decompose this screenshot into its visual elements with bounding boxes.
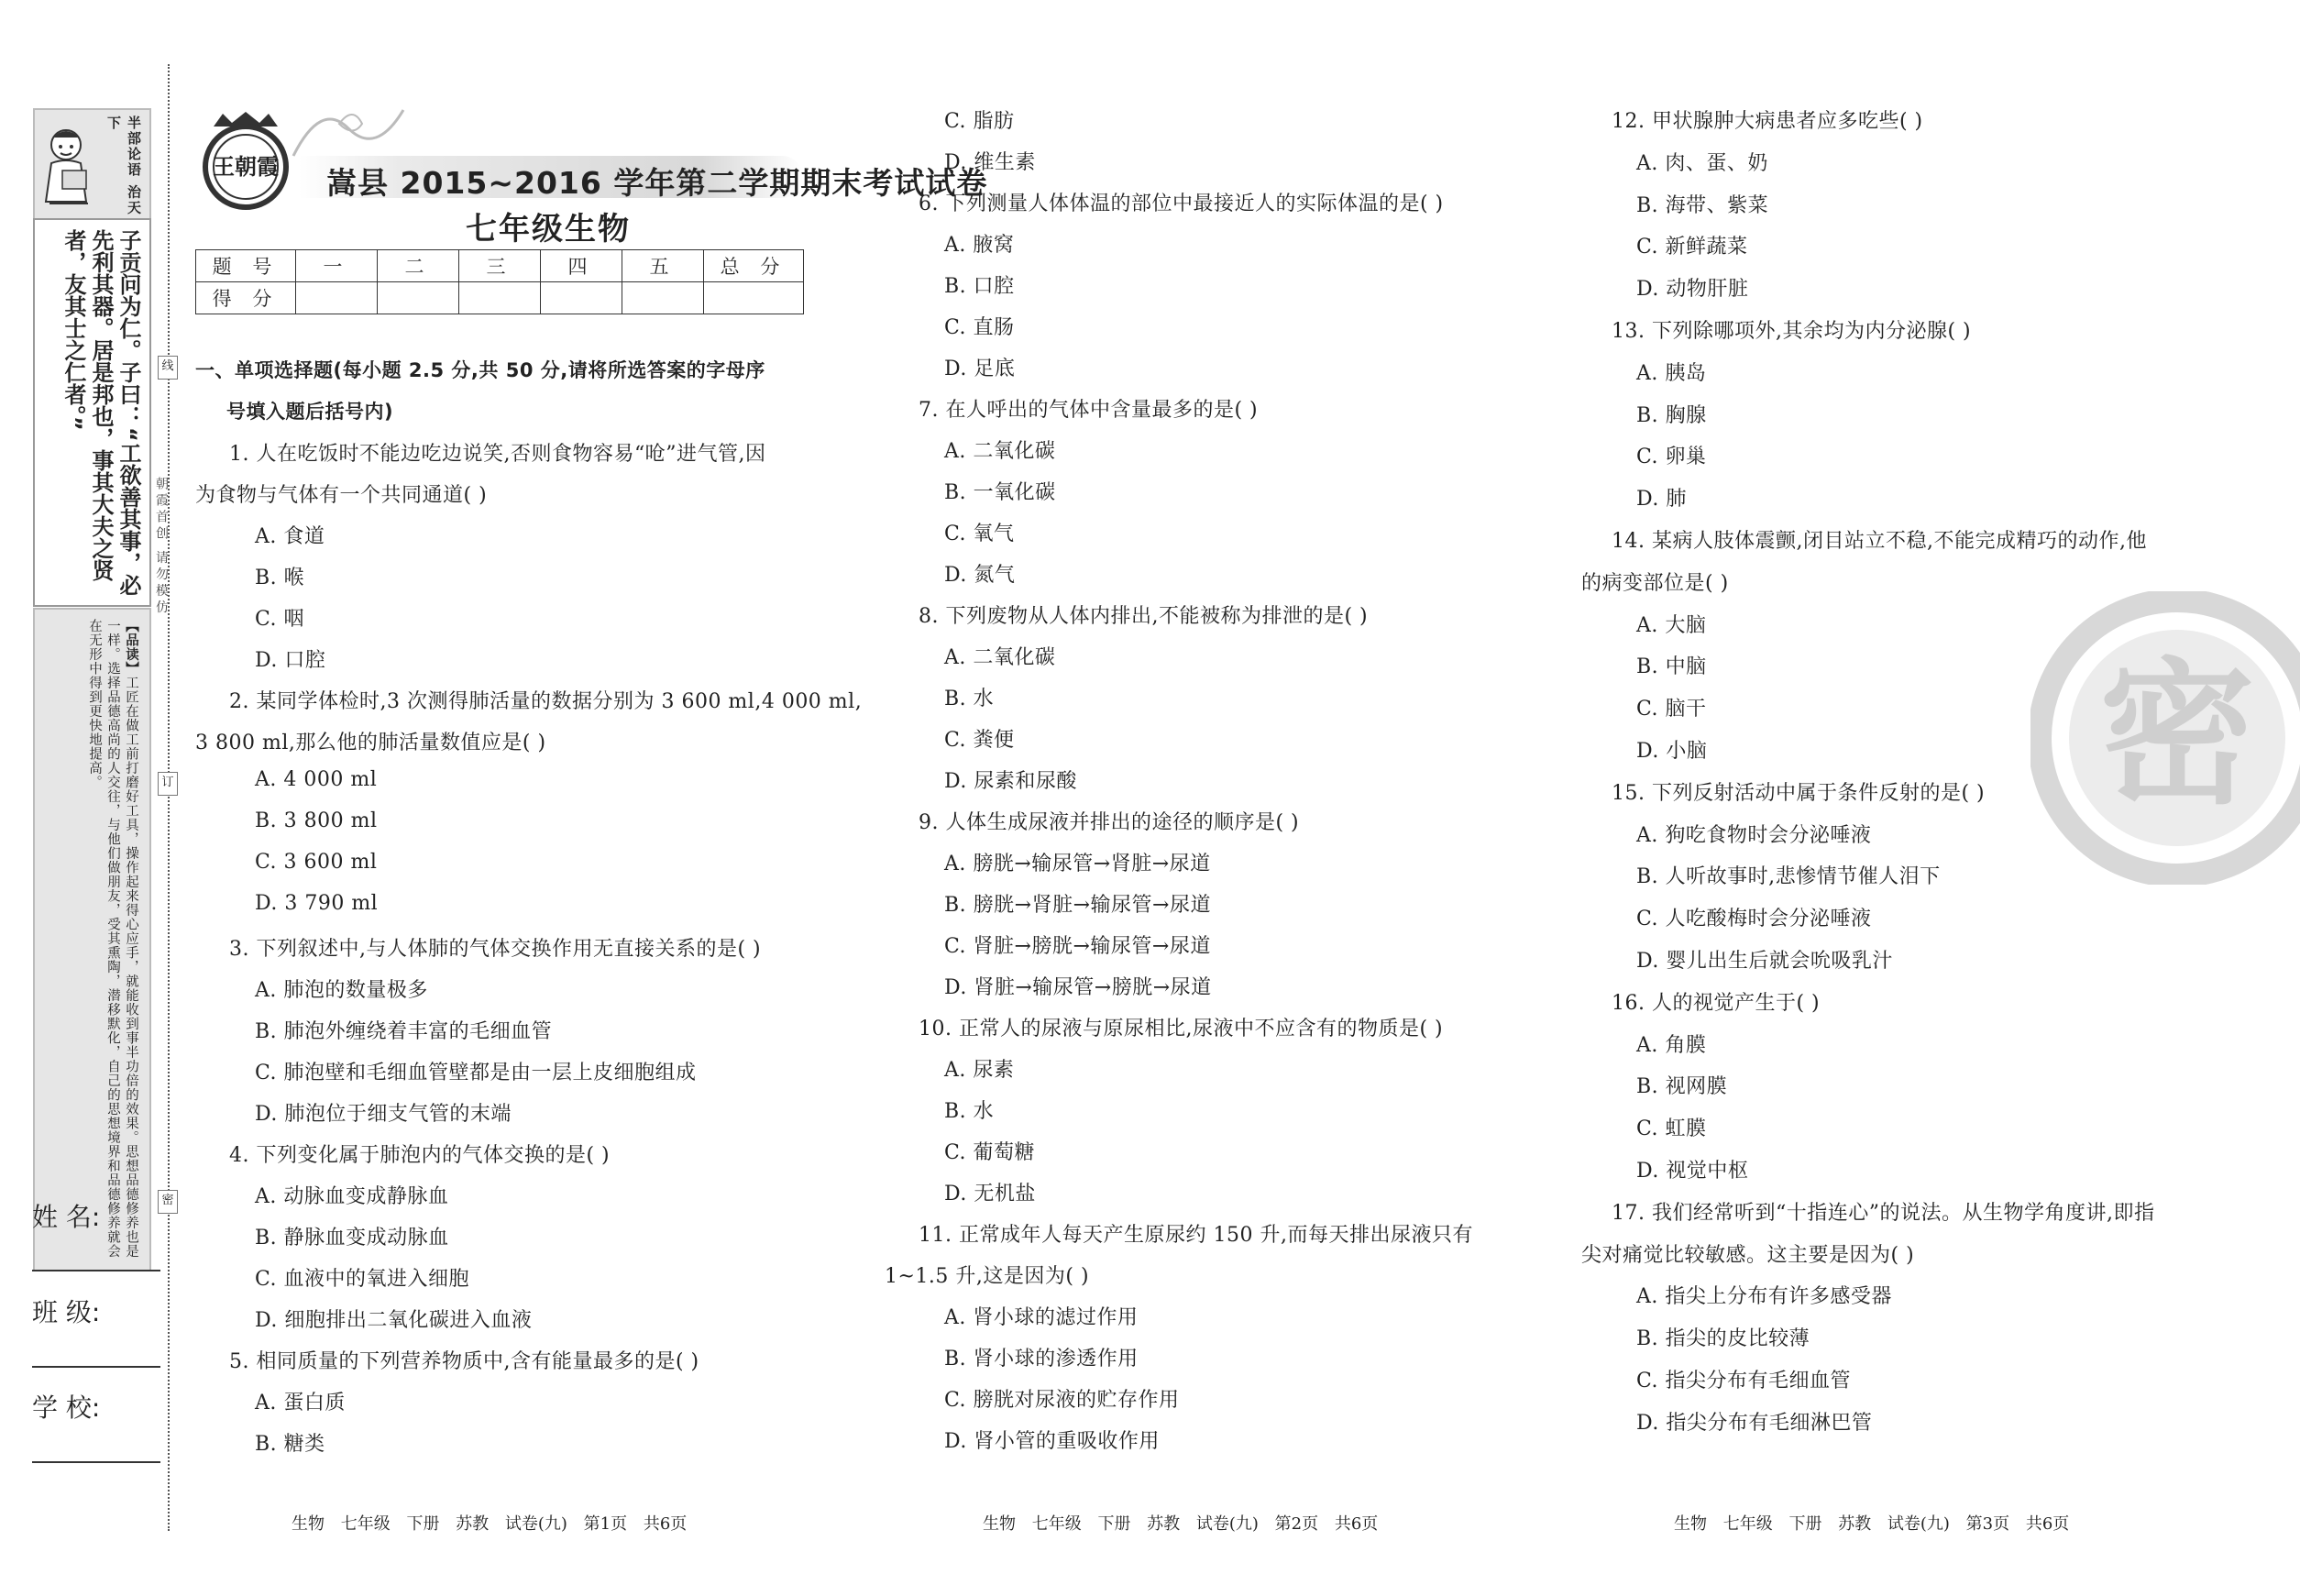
- school-label: 学 校:: [32, 1392, 101, 1423]
- comment-text: [85, 619, 140, 1260]
- table-header-cell: 四: [541, 250, 622, 282]
- answer-option: A. 二氧化碳: [944, 646, 1056, 669]
- reading-child-icon: [42, 123, 95, 211]
- page-footer-2: 生物 七年级 下册 苏教 试卷(九) 第2页 共6页: [983, 1514, 1379, 1534]
- question-text: 1. 人在吃饭时不能边吃边说笑,否则食物容易“呛”进气管,因: [229, 443, 766, 466]
- answer-option: C. 指尖分布有毛细血管: [1636, 1370, 1852, 1392]
- question-text: 10. 正常人的尿液与原尿相比,尿液中不应含有的物质是( ): [919, 1018, 1444, 1040]
- answer-option: D. 小脑: [1636, 740, 1708, 763]
- score-cell[interactable]: [541, 282, 622, 314]
- answer-option: D. 3 790 ml: [255, 892, 379, 915]
- score-cell[interactable]: [459, 282, 541, 314]
- answer-option: A. 食道: [255, 525, 325, 548]
- answer-option: C. 虹膜: [1636, 1117, 1707, 1141]
- comment-body: 工匠在做工前打磨好工具，操作起来得心应手，就能收到事半功倍的效果。思想品德修养也是一样。选择品德高尚的人交往，与他们做朋友，受其熏陶，潜移默化，自己的思想境界和品德修养就会在无形中得到更快地提高。: [87, 619, 138, 1259]
- answer-option: D. 口腔: [255, 649, 326, 672]
- question-text: 15. 下列反射活动中属于条件反射的是( ): [1612, 781, 1986, 805]
- table-header-cell: 总 分: [704, 250, 804, 282]
- cut-mark-seal: 密: [158, 1190, 178, 1214]
- answer-option: C. 血液中的氧进入细胞: [255, 1268, 470, 1291]
- answer-option: B. 膀胱→肾脏→输尿管→尿道: [944, 894, 1211, 917]
- answer-option: A. 4 000 ml: [255, 768, 378, 791]
- question-text: 8. 下列废物从人体内排出,不能被称为排泄的是( ): [919, 605, 1369, 628]
- question-text: 13. 下列除哪项外,其余均为内分泌腺( ): [1612, 320, 1972, 343]
- answer-option: A. 膀胱→输尿管→肾脏→尿道: [944, 853, 1211, 875]
- publisher-logo-icon: [195, 110, 296, 211]
- name-field[interactable]: [32, 1270, 160, 1271]
- answer-option: D. 氮气: [944, 564, 1016, 587]
- answer-option: D. 指尖分布有毛细淋巴管: [1636, 1411, 1873, 1435]
- question-text: 3. 下列叙述中,与人体肺的气体交换作用无直接关系的是( ): [229, 938, 762, 961]
- table-header-cell: 题 号: [196, 250, 296, 282]
- score-cell[interactable]: [296, 282, 378, 314]
- answer-option: C. 直肠: [944, 316, 1015, 339]
- page-footer-3: 生物 七年级 下册 苏教 试卷(九) 第3页 共6页: [1674, 1514, 2070, 1534]
- answer-option: A. 蛋白质: [255, 1392, 346, 1414]
- answer-option: D. 婴儿出生后就会吮吸乳汁: [1636, 950, 1893, 973]
- cut-mark-bind: 订: [158, 772, 178, 796]
- answer-option: D. 动物肝脏: [1636, 278, 1749, 302]
- answer-option: B. 海带、紫菜: [1636, 193, 1769, 217]
- answer-option: C. 脂肪: [944, 110, 1015, 133]
- question-text: 6. 下列测量人体体温的部位中最接近人的实际体温的是( ): [919, 193, 1444, 215]
- answer-option: B. 胸腺: [1636, 403, 1707, 427]
- comment-box: [33, 608, 151, 1271]
- answer-option: A. 肉、蛋、奶: [1636, 151, 1768, 175]
- answer-option: D. 视觉中枢: [1636, 1160, 1749, 1183]
- score-cell[interactable]: [704, 282, 804, 314]
- answer-option: C. 卵巢: [1636, 446, 1707, 469]
- table-header-cell: 三: [459, 250, 541, 282]
- class-field[interactable]: [32, 1366, 160, 1368]
- name-label: 姓 名:: [32, 1202, 101, 1232]
- answer-option: A. 肺泡的数量极多: [255, 979, 428, 1002]
- answer-option: D. 足底: [944, 358, 1016, 380]
- class-label: 班 级:: [32, 1297, 101, 1327]
- score-cell[interactable]: [378, 282, 459, 314]
- answer-option: D. 肾小管的重吸收作用: [944, 1430, 1160, 1453]
- answer-option: A. 腋窝: [944, 234, 1015, 257]
- answer-option: D. 肺泡位于细支气管的末端: [255, 1103, 512, 1126]
- exam-subtitle: 七年级生物: [466, 211, 631, 248]
- answer-option: B. 指尖的皮比较薄: [1636, 1327, 1810, 1351]
- answer-option: A. 肾小球的滤过作用: [944, 1306, 1139, 1329]
- answer-option: B. 水: [944, 1100, 995, 1123]
- question-text-continued: 3 800 ml,那么他的肺活量数值应是( ): [195, 732, 546, 754]
- quote-box: [33, 218, 151, 607]
- exam-title: 嵩县 2015~2016 学年第二学期期末考试试卷: [326, 165, 988, 201]
- answer-option: C. 肺泡壁和毛细血管壁都是由一层上皮细胞组成: [255, 1062, 697, 1084]
- svg-text:密: 密: [2098, 644, 2256, 826]
- proverb-title: 半部论语 治天下: [105, 116, 142, 216]
- answer-option: C. 肾脏→膀胱→输尿管→尿道: [944, 935, 1211, 958]
- answer-option: B. 口腔: [944, 275, 1015, 298]
- answer-option: C. 粪便: [944, 729, 1015, 752]
- answer-option: D. 维生素: [944, 151, 1036, 174]
- answer-option: B. 喉: [255, 567, 305, 589]
- answer-option: A. 狗吃食物时会分泌唾液: [1636, 823, 1872, 847]
- answer-option: B. 中脑: [1636, 655, 1707, 679]
- answer-option: A. 尿素: [944, 1059, 1015, 1082]
- answer-option: A. 动脉血变成静脉血: [255, 1185, 449, 1208]
- answer-option: D. 肺: [1636, 488, 1687, 512]
- answer-option: B. 肺泡外缠绕着丰富的毛细血管: [255, 1020, 553, 1043]
- cut-line: [168, 64, 170, 1531]
- answer-option: B. 糖类: [255, 1433, 325, 1456]
- question-text-continued: 的病变部位是( ): [1581, 571, 1729, 595]
- answer-option: C. 脑干: [1636, 698, 1707, 721]
- score-row-label: 得 分: [196, 282, 296, 314]
- school-field[interactable]: [32, 1461, 160, 1463]
- question-text: 17. 我们经常听到“十指连心”的说法。从生物学角度讲,即指: [1612, 1201, 2155, 1225]
- proverb-box: [33, 108, 151, 222]
- answer-option: B. 3 800 ml: [255, 809, 378, 832]
- score-table-header-row: [196, 250, 804, 282]
- answer-option: C. 3 600 ml: [255, 851, 378, 874]
- answer-option: B. 人听故事时,悲惨情节催人泪下: [1636, 865, 1941, 889]
- answer-option: D. 肾脏→输尿管→膀胱→尿道: [944, 976, 1212, 999]
- question-text: 16. 人的视觉产生于( ): [1612, 991, 1821, 1015]
- answer-option: A. 二氧化碳: [944, 440, 1056, 463]
- answer-option: A. 大脑: [1636, 613, 1707, 637]
- secret-stamp-icon: [2030, 591, 2300, 885]
- section-heading: 一、单项选择题(每小题 2.5 分,共 50 分,请将所选答案的字母序: [195, 359, 765, 381]
- answer-option: D. 细胞排出二氧化碳进入血液: [255, 1309, 533, 1332]
- score-table-score-row: [196, 282, 804, 314]
- answer-option: D. 无机盐: [944, 1183, 1036, 1205]
- question-text: 14. 某病人肢体震颤,闭目站立不稳,不能完成精巧的动作,他: [1612, 530, 2147, 553]
- answer-option: C. 氧气: [944, 523, 1015, 545]
- table-header-cell: 二: [378, 250, 459, 282]
- answer-option: C. 咽: [255, 608, 305, 631]
- answer-option: B. 视网膜: [1636, 1075, 1728, 1099]
- question-text-continued: 1~1.5 升,这是因为( ): [885, 1265, 1090, 1288]
- answer-option: A. 角膜: [1636, 1033, 1707, 1057]
- table-header-cell: 一: [296, 250, 378, 282]
- question-text-continued: 为食物与气体有一个共同通道( ): [195, 484, 488, 507]
- table-header-cell: 五: [622, 250, 704, 282]
- score-cell[interactable]: [622, 282, 704, 314]
- svg-text:王朝霞: 王朝霞: [213, 153, 279, 180]
- question-text: 2. 某同学体检时,3 次测得肺活量的数据分别为 3 600 ml,4 000 ml,: [229, 690, 863, 713]
- answer-option: C. 人吃酸梅时会分泌唾液: [1636, 908, 1872, 931]
- question-text: 11. 正常成年人每天产生原尿约 150 升,而每天排出尿液只有: [919, 1224, 1473, 1247]
- cut-note: 朝霞首创 请勿模仿: [154, 477, 169, 617]
- score-table: [195, 249, 804, 314]
- answer-option: C. 新鲜蔬菜: [1636, 236, 1748, 259]
- confucius-quote: 子贡问为仁。子曰：“工欲善其事，必先利其器。居是邦也，事其大夫之贤者，友其士之仁者。”: [61, 229, 141, 596]
- answer-option: A. 指尖上分布有许多感受器: [1636, 1285, 1892, 1309]
- answer-option: C. 葡萄糖: [944, 1141, 1036, 1164]
- cut-mark-line: 线: [158, 356, 178, 380]
- question-text: 4. 下列变化属于肺泡内的气体交换的是( ): [229, 1144, 611, 1167]
- question-text: 9. 人体生成尿液并排出的途径的顺序是( ): [919, 811, 1300, 834]
- question-text: 7. 在人呼出的气体中含量最多的是( ): [919, 399, 1259, 422]
- question-text-continued: 尖对痛觉比较敏感。这主要是因为( ): [1581, 1243, 1915, 1267]
- answer-option: B. 静脉血变成动脉血: [255, 1227, 449, 1249]
- answer-option: D. 尿素和尿酸: [944, 770, 1077, 793]
- page-footer-1: 生物 七年级 下册 苏教 试卷(九) 第1页 共6页: [292, 1514, 688, 1534]
- question-text: 12. 甲状腺肿大病患者应多吃些( ): [1612, 110, 1923, 133]
- answer-option: B. 水: [944, 688, 995, 710]
- comment-label: 【品读】: [124, 619, 138, 676]
- answer-option: B. 一氧化碳: [944, 481, 1056, 504]
- answer-option: C. 膀胱对尿液的贮存作用: [944, 1389, 1180, 1412]
- answer-option: B. 肾小球的渗透作用: [944, 1348, 1139, 1370]
- answer-option: A. 胰岛: [1636, 361, 1707, 385]
- section-heading: 号填入题后括号内): [226, 401, 394, 423]
- question-text: 5. 相同质量的下列营养物质中,含有能量最多的是( ): [229, 1350, 699, 1373]
